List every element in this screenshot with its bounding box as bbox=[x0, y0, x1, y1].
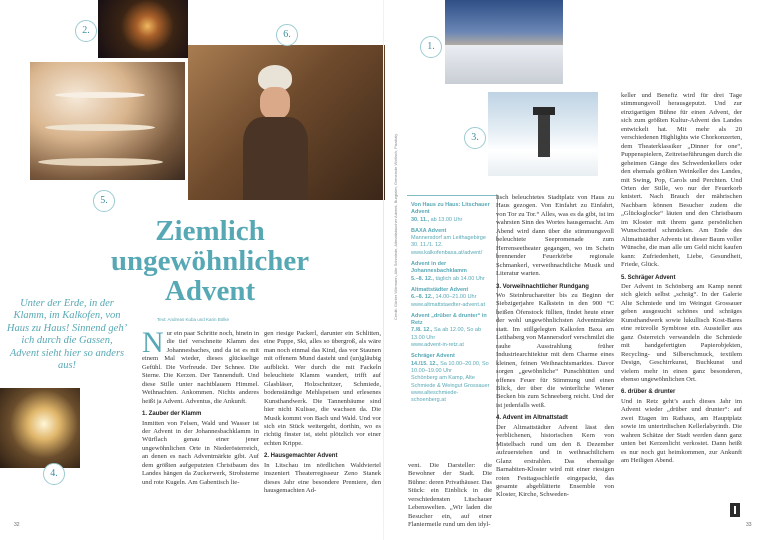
event-detail: Sa 10.00–20.00, So 10.00–19.00 Uhr bbox=[411, 360, 489, 374]
section-text-1: Inmitten von Felsen, Wald und Wasser ist der Advent in der Johannesbachklamm in Würflach genau einer jener ungewöhnlichen Orte in Niederösterreich, an denen es nach Adventmärkte gibt. Auf dem größten aufgeputzten Christbaum des Landes hängen da Zuckerwerk, Strohsterne und rote Kugeln. Am Gabentisch lie- bbox=[142, 419, 259, 486]
event-2 bbox=[411, 228, 493, 257]
photo-kalkofen-night bbox=[98, 0, 188, 58]
photo-klamm-light bbox=[0, 388, 80, 468]
section-text-3: Wo Steinbruchareiter bis zu Beginn der Siebzigerjahre Kalkstein in den 900 °C heißen Öfenstock füllten, findet heute einer der wohl ungewöhnlichsten Adventmärkte statt. Im stillgelegten Kalkofen Baxa am Leithaberg von Mannersdorf verschmilzt die rauhe Ausstrahlung früher Industriearchitektur mit dem Charme eines kleinen, feinen Weihnachtsmarktes. Davor sorgen „gewöhnliche“ Punschhütten und offenes Feuer für Stimmung und einen Blick, der über die winterliche Wiener Becken bis zum Schneeberg reicht. Und der ist jedenfalls weiß. bbox=[496, 291, 614, 409]
photo-number-6: 6. bbox=[276, 24, 298, 46]
drop-cap: N bbox=[142, 326, 164, 359]
event-title: Schräger Advent bbox=[411, 353, 455, 360]
photo-number-3: 3. bbox=[464, 127, 486, 149]
photo-credit: Credit: Günter Wörmann, Alte Schmiede, Altmattstaucher Advent, Burgtaler, Gemeinde Wolfach, Pixabaly bbox=[393, 133, 398, 320]
photo-number-5: 5. bbox=[93, 190, 115, 212]
intro-paragraph: ur ein paar Schritte noch, hinein in die tief verschneite Klamm des Johannesbaches, und da ist es mit einem Mal wieder, dieses glückselige Gefühl. Die Vorfreude. Der Schnee. Die Sterne. Die Kerzen. Der Tannenduft. Und diese Stille unter nachtblauem Himmel. Weihnachten. Ankommen. Nichts anderes heißt ja Advent. Adventus, die Ankunft. bbox=[142, 330, 259, 405]
photo-kiln-snow bbox=[488, 92, 598, 176]
event-5 bbox=[411, 313, 493, 349]
section-text-5: Der Advent in Schönberg am Kamp nennt sich gleich selbst „schräg“. In der Galerie Alte Schmiede und im Weingut Grossauer geben ausgesucht schönes und schräges Kunsthandwerk sowie lukullisch Kost-Bares eine reizvolle Symbiose ein. Aussteller aus ganz Österreich verwandeln die Schmiede mit handgefertigten Papierobjekten, Recycling- und Silberschmuck, textilem Design, Geschirrkunst, Buchkunst und vielem mehr in einen ganz besonderen, ebenso ungewöhnlichen Ort. bbox=[621, 282, 742, 383]
event-title: Advent „drüber & drunter“ in Retz bbox=[411, 312, 487, 327]
end-mark-icon bbox=[730, 503, 740, 517]
photo-number-1: 1. bbox=[420, 36, 442, 58]
photo-number-2: 2. bbox=[75, 20, 97, 42]
event-date: 30. 11., bbox=[411, 216, 430, 223]
section-heading-3: 3. Vorweihnachtlicher Rundgang bbox=[496, 283, 589, 290]
event-detail: ab 13.00 Uhr bbox=[430, 216, 463, 223]
column-4 bbox=[496, 194, 614, 500]
event-link[interactable]: 30. 11./1. 12. www.kalkofenbaxa.at/advent/ bbox=[411, 242, 483, 256]
section-text-2-end: lisch beleuchtetes Stadtplatz von Haus zu Haus gezogen. Von Einfahrt zu Einfahrt, von Tor zu Tor.“ Alles, was es da gibt, ist im wahrsten Sinn des Wortes hausgemacht. Am Abend wird dann über die stimmungsvoll beleuchtete Seepromenade zum Herrenseetheater gegangen, wo im Schein brennender Feuerkörbe regionale Schmankerl, verweihnachtliche Musik und Literatur warten. bbox=[496, 194, 614, 278]
photo-woman-cellar bbox=[188, 45, 385, 200]
event-4 bbox=[411, 287, 493, 309]
event-detail: Sa ab 12.00, So ab 13.00 Uhr bbox=[411, 327, 482, 341]
event-info-box bbox=[407, 195, 498, 450]
event-title: Altmattstädter Advent bbox=[411, 286, 469, 293]
column-3-top bbox=[408, 462, 492, 530]
page-number-right: 33 bbox=[746, 522, 752, 528]
section-heading-1: 1. Zauber der Klamm bbox=[142, 411, 202, 418]
section-text-4-cont: keller und Benefiz wird für drei Tage stimmungsvoll herausgeputzt. Und zur einzigartigen Bühne für einen Advent, der sich zum größten Kultur-Advent des Landes entwickelt hat. Mit mehr als 20 verschiedenen Highlights wie Chorkonzerten, dem Theaterklassiker „Dinner for one“, Puppenspielern, Zeitreiseführungen durch die geheimen Gänge des Schwedenkellers oder den ehemals größten Weinkeller des Landes, mit Swing, Pop, Carols und Perchten. Und Orten der Stille, wo nur der Feuerkorb knistert. Nach Brauch der mährischen Nachbarn können Besucher zudem die „Glücksglocke“ läuten und den Christbaum im Kloster mit ihrem ganz persönlichen Wunschzettel schmücken. Am Ende des Altmattstädter Advents ist dieser Baum voller Wünsche, die man alle um Geld nicht kaufen kann: Zufriedenheit, Liebe, Gesundheit, Friede, Glück. bbox=[621, 92, 742, 269]
event-link[interactable]: www.altmattstaedter-advent.at bbox=[411, 301, 485, 308]
event-date: 5.–8. 12., bbox=[411, 275, 434, 282]
event-title: BAXA Advent bbox=[411, 227, 447, 234]
event-date: 7./8. 12., bbox=[411, 327, 433, 334]
page-number-left: 32 bbox=[14, 522, 20, 528]
section-text-4: Der Altmattstädter Advent lässt den verblichenen, historischen Kern von Mistelbach rund um den 8. Dezember aufzuerstehen und in weihnachtlichem Glanz erstrahlen. Das ehemalige Barnabiten-Kloster wird mit einer riesigen roten Festtagsschleife eingepackt, das gesamte abgeblätterte Ensemble von Kloster, Kirche, Schweden- bbox=[496, 423, 614, 499]
photo-market-village bbox=[445, 0, 563, 84]
event-link[interactable]: www.advent-in-retz.at bbox=[411, 342, 464, 349]
event-detail: Mannersdorf am Leithagebirge bbox=[411, 235, 486, 242]
event-detail: 14.00–21.00 Uhr bbox=[435, 294, 477, 301]
event-detail: täglich ab 14.00 Uhr bbox=[435, 275, 485, 282]
event-title: Von Haus zu Haus: Litschauer Advent bbox=[411, 202, 490, 216]
section-text-6: Und in Retz geht’s auch dieses Jahr im Advent wieder „drüber und drunter“: auf zwei Etagen im Rathaus, am Hauptplatz sowie im unterirdischen Kellerlabyrinth. Die wahren Schätze der Stadt werden dann ganz unten bei Kerzenlicht verkostet. Dann heißt es nur noch gut heimkommen, zur Ankunft am Heiligen Abend. bbox=[621, 397, 742, 465]
section-heading-6: 6. drüber & drunter bbox=[621, 389, 676, 396]
author-credit: Text: Andreas Kuba und Karin Bölke bbox=[157, 317, 230, 322]
lead-text: Unter der Erde, in der Klamm, im Kalkofen, von Haus zu Haus! Sinnend geh’ ich durch die Gassen, Advent sieht hier so anders aus! bbox=[6, 298, 128, 372]
event-1 bbox=[411, 202, 493, 224]
section-text-1-cont: gen riesige Packerl, darunter ein Schlitten, eine Puppe, Ski, alles so übergroß, als wäre man noch einmal das Kind, das vor Staunen mit offenem Mund dasteht und (un)gläubig aufblickt. Wer durch die mit Fackeln beleuchtete Klamm wandert, trifft auf Glasbläser, Holzschnitzer, Schmiede, bodenständige Mehlspeisen und erlesenes Kunsthandwerk. Die Tannenbäume sind hier nicht Kulisse, die wachsen da. Die Musik kommt von Bach und Wald. Und vor sich ein Stück weitergeht, dorthin, wo es richtig finster ist, steht plötzlich vor einer echten Krippe. bbox=[264, 330, 381, 447]
page-gutter bbox=[383, 0, 384, 540]
event-title: Advent in der Johannesbachklamm bbox=[411, 261, 467, 275]
column-1 bbox=[142, 326, 259, 487]
section-heading-5: 5. Schräger Advent bbox=[621, 274, 676, 281]
event-link[interactable]: Schönberg am Kamp, Alte Schmiede & Weingut Grossauer www.alteschmiede-schoenberg.at bbox=[411, 375, 490, 404]
page-title: Ziemlich ungewöhnlicher Advent bbox=[110, 215, 310, 307]
event-3 bbox=[411, 261, 493, 283]
event-date: 6.–8. 12., bbox=[411, 294, 434, 301]
event-date: 14./15. 12., bbox=[411, 360, 439, 367]
section-heading-4: 4. Advent im Altmattstadt bbox=[496, 415, 568, 422]
column-2 bbox=[264, 330, 381, 496]
section-text-2-cont: vent. Die Darsteller: die Bewohner der Stadt. Die Bühne: deren Privathäuser. Das Stück: ein Einblick in die verschiedensten Litschauer Lebenswelten. „Wir laden die Besucher ein, auf einer Flaniermeile rund um den idyl- bbox=[408, 462, 492, 529]
section-heading-2: 2. Hausgemachter Advent bbox=[264, 453, 338, 460]
event-6 bbox=[411, 353, 493, 404]
section-text-2: In Litschau im nördlichen Waldviertel inszeniert Theaterregisseur Zeno Stanek dieses Jahr eine besondere Premiere, den hausgemachten Ad- bbox=[264, 461, 381, 495]
photo-cake-stand bbox=[30, 62, 185, 180]
column-5 bbox=[621, 92, 742, 465]
photo-number-4: 4. bbox=[43, 463, 65, 485]
